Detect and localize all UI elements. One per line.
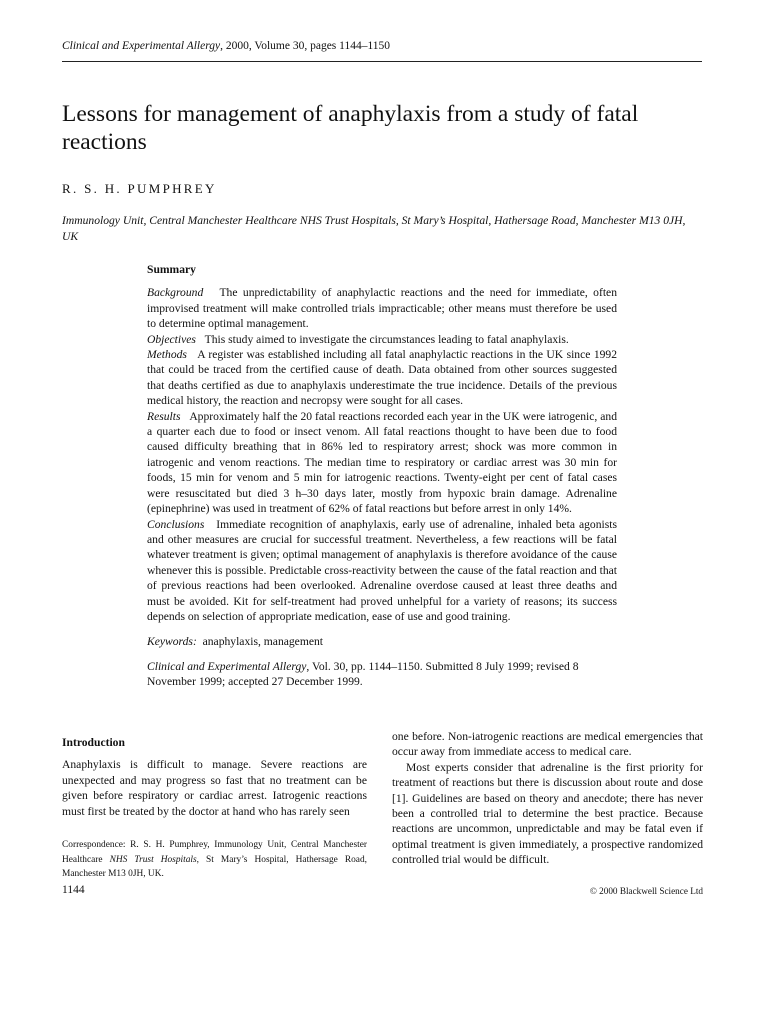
introduction-heading: Introduction: [62, 736, 125, 749]
copyright-notice: © 2000 Blackwell Science Ltd: [589, 886, 703, 896]
keywords-label: Keywords:: [147, 635, 197, 649]
section-text: A register was established including all fatal anaphylactic reactions in the UK since 1992 that could be traced from the certified cause of death. Data obtained from other sources suggested that deaths certified as due to anaphylaxis underestimate the true incidence. Details of the previous medical history, the reaction and necropsy were sought for all cases.: [147, 348, 618, 408]
section-label: Methods: [147, 348, 187, 362]
section-label: Conclusions: [147, 517, 205, 531]
page-number: 1144: [62, 884, 85, 896]
right-column: [392, 729, 703, 868]
body-paragraph: one before. Non-iatrogenic reactions are medical emergencies that occur away from immediate access to medical care.: [392, 730, 703, 759]
correspondence-note: [62, 838, 367, 882]
journal-name: Clinical and Experimental Allergy: [62, 40, 221, 52]
keywords-text: anaphylaxis, management: [202, 635, 324, 649]
section-text: Immediate recognition of anaphylaxis, early use of adrenaline, inhaled beta agonists and other measures are crucial for successful treatment. Nevertheless, a few reactions will be fatal whatever treatment is given; optimal management of anaphylaxis is therefore avoidance of the cause whenever this is possible. Predictable cross-reactivity between the cause of the fatal reaction and that of previous reactions had been overlooked. Adrenaline overdose caused at least three deaths and must be avoided. Kit for self-treatment had proved unhelpful for a variety of reasons; its success depends on selection of appropriate medication, ease of use and good training.: [147, 517, 617, 623]
header-rule: [62, 61, 702, 62]
author-affiliation: Immunology Unit, Central Manchester Healthcare NHS Trust Hospitals, St Mary’s Hospital, Hathersage Road, Manchester M13 0JH, UK: [62, 214, 686, 243]
correspondence-text-end: , St Mary’s Hospital, Hathersage Road, Manchester M13 0JH, UK.: [62, 854, 367, 880]
article-citation: [147, 659, 617, 690]
journal-details: , 2000, Volume 30, pages 1144–1150: [220, 40, 391, 52]
correspondence-text: Correspondence: R. S. H. Pumphrey, Immunology Unit, Central Manchester Healthcare: [62, 840, 367, 865]
introduction-paragraph: Anaphylaxis is difficult to manage. Severe reactions are unexpected and may progress so fast that no treatment can be given before respiratory or cardiac arrest. Iatrogenic reactions must first be treated by the doctor at hand who has rarely seen: [62, 758, 367, 818]
body-paragraph: Most experts consider that adrenaline is the first priority for treatment of reactions but there is discussion about route and dose [1]. Guidelines are based on theory and anecdote; there has never been a controlled trial to determine the best practice. Because reactions are uncommon, unpredictable and may be fatal even if optimal treatment is given immediately, a prospective randomized controlled trial would be difficult.: [392, 760, 703, 867]
summary-conclusions: [147, 517, 617, 625]
citation-details: , Vol. 30, pp. 1144–1150. Submitted 8 July 1999; revised 8 November 1999; accepted 27 December 1999.: [147, 659, 579, 689]
section-text: This study aimed to investigate the circumstances leading to fatal anaphylaxis.: [204, 332, 569, 346]
section-text: The unpredictability of anaphylactic reactions and the need for immediate, often improvised treatment will make controlled trials impracticable; other means must therefore be used to determine optimal management.: [147, 286, 617, 331]
article-title: Lessons for management of anaphylaxis from a study of fatal reactions: [62, 101, 639, 155]
keywords: [147, 634, 617, 649]
correspondence-italic: NHS Trust Hospitals: [109, 854, 197, 865]
summary-results: [147, 409, 617, 517]
journal-citation-header: [62, 40, 390, 52]
left-column: [62, 735, 367, 819]
author-name: R. S. H. PUMPHREY: [62, 181, 217, 196]
section-label: Objectives: [147, 332, 196, 346]
summary-heading: Summary: [147, 263, 196, 276]
summary-objectives: [147, 332, 617, 347]
section-label: Background: [147, 286, 204, 300]
citation-journal: Clinical and Experimental Allergy: [147, 659, 307, 673]
section-label: Results: [147, 409, 181, 423]
section-text: Approximately half the 20 fatal reactions recorded each year in the UK were iatrogenic, and a quarter each due to food or insect venom. All fatal reactions thought to have been due to food caused difficulty breathing that in 86% led to respiratory arrest; shock was more common in iatrogenic and venom reactions. The median time to respiratory or cardiac arrest was 30 min for foods, 15 min for venom and 5 min for iatrogenic reactions. Twenty-eight per cent of fatal cases were resuscitated but died 3 h–30 days later, mostly from hypoxic brain damage. Adrenaline (epinephrine) was used in treatment of 62% of fatal reactions but before arrest in only 14%.: [147, 409, 617, 516]
summary-background: [147, 285, 617, 331]
summary-block: [147, 262, 617, 690]
summary-methods: [147, 347, 617, 409]
